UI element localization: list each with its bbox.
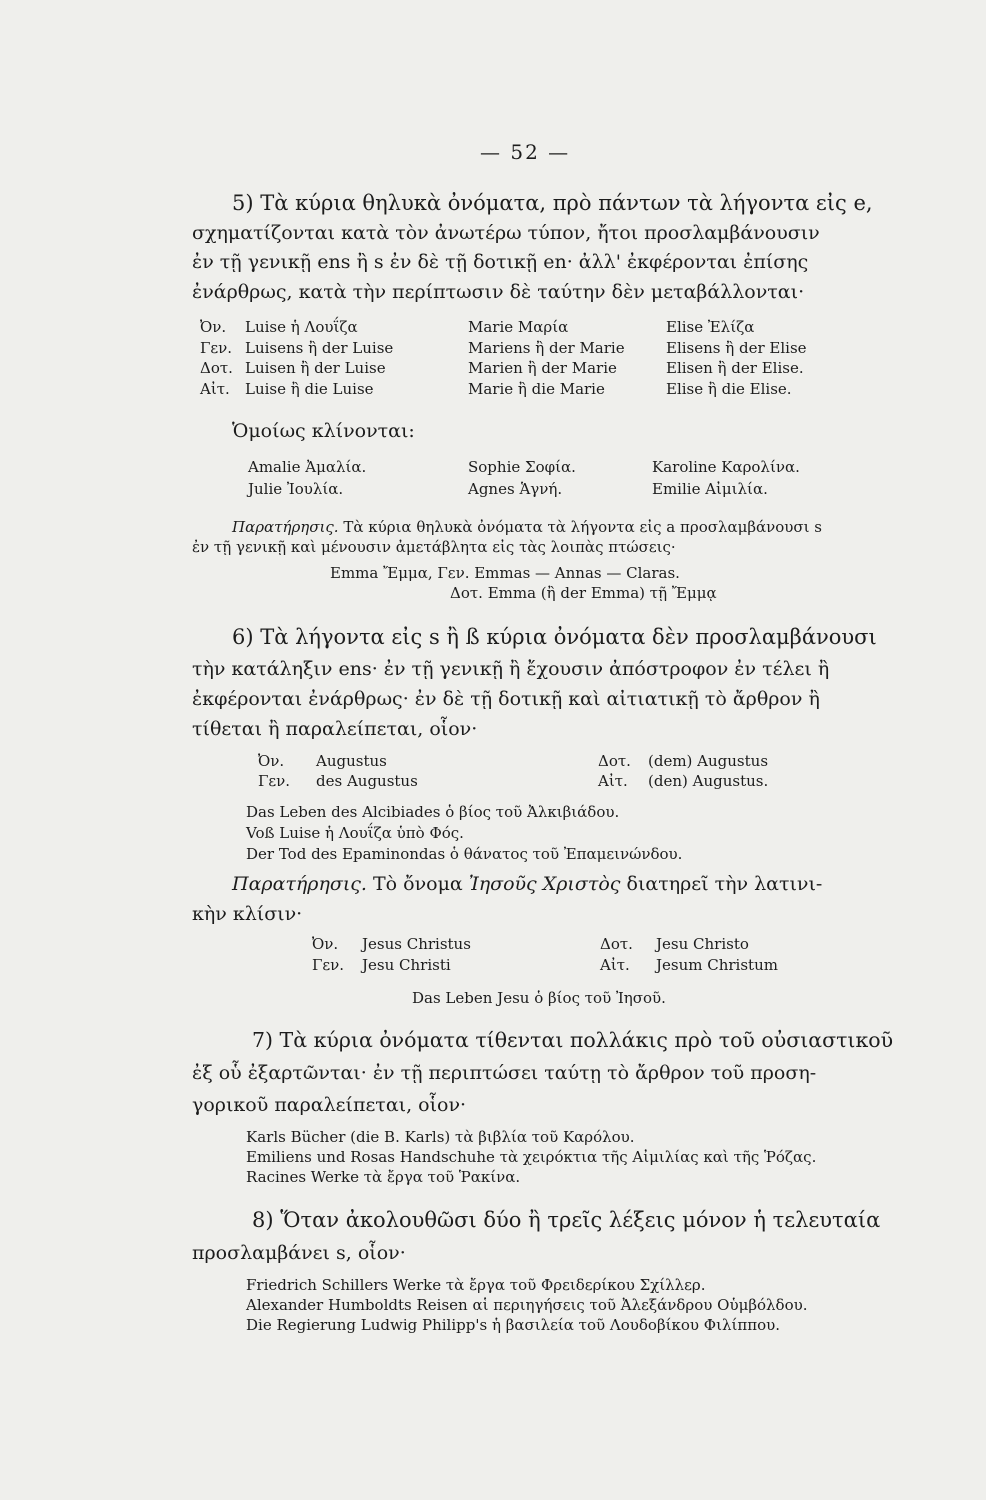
name-julie: Julie Ἰουλία. [248, 480, 344, 498]
decl-label-dat: Δοτ. [200, 359, 233, 377]
decl-luise-acc: Luise ἢ die Luise [245, 380, 374, 398]
s6-line-4: τίθεται ἢ παραλείπεται, οἷον· [192, 718, 478, 740]
remark-label-6: Παρατήρησις. [232, 873, 367, 895]
jesus-label-acc: Αἰτ. [600, 956, 630, 974]
decl-elise-dat: Elisen ἢ der Elise. [666, 359, 804, 377]
aug-gen: des Augustus [316, 772, 418, 790]
decl-label-acc: Αἰτ. [200, 380, 230, 398]
aug-acc: (den) Augustus. [648, 772, 769, 790]
remark-6-text-a: Τὸ ὄνομα [373, 873, 463, 895]
aug-nom: Augustus [316, 752, 387, 770]
emma-line-1: Emma Ἔμμα, Γεν. Emmas — Annas — Claras. [330, 564, 680, 582]
remark-6-line-2: κὴν κλίσιν· [192, 903, 303, 925]
similarly-heading: Ὁμοίως κλίνονται: [232, 420, 415, 442]
s7-line-2: ἐξ οὗ ἐξαρτῶνται· ἐν τῇ περιπτώσει ταύτῃ τὸ ἄρθρον τοῦ προση- [192, 1062, 817, 1084]
decl-luise-dat: Luisen ἢ der Luise [245, 359, 386, 377]
remark-6-name: Ἰησοῦς Χριστὸς [468, 873, 621, 895]
name-amalie: Amalie Ἀμαλία. [248, 458, 367, 476]
emma-line-2: Δοτ. Emma (ἢ der Emma) τῇ Ἔμμᾳ [450, 584, 717, 602]
jesus-example: Das Leben Jesu ὁ βίος τοῦ Ἰησοῦ. [412, 989, 666, 1007]
decl-elise-nom: Elise Ἐλίζα [666, 318, 755, 336]
remark-6-text-b: διατηρεῖ τὴν λατινι- [626, 873, 823, 895]
name-emilie: Emilie Αἰμιλία. [652, 480, 768, 498]
aug-label-dat: Δοτ. [598, 752, 631, 770]
remark-5-line-1: Τὰ κύρια θηλυκὰ ὀνόματα τὰ λήγοντα εἰς a προσλαμβάνουσι s [343, 518, 823, 536]
jesus-acc: Jesum Christum [656, 956, 778, 974]
decl-marie-dat: Marien ἢ der Marie [468, 359, 617, 377]
s5-line-1: 5) Τὰ κύρια θηλυκὰ ὀνόματα, πρὸ πάντων τὰ λήγοντα εἰς e, [232, 191, 873, 215]
aug-dat: (dem) Augustus [648, 752, 769, 770]
remark-label-5: Παρατήρησις. [232, 518, 339, 536]
name-karoline: Karoline Καρολίνα. [652, 458, 800, 476]
jesus-label-dat: Δοτ. [600, 935, 633, 953]
page-number: — 52 — [480, 140, 571, 164]
s7-line-1: 7) Τὰ κύρια ὀνόματα τίθενται πολλάκις πρὸ τοῦ οὐσιαστικοῦ [252, 1028, 894, 1052]
decl-label-nom: Ὀν. [200, 318, 227, 336]
decl-marie-acc: Marie ἢ die Marie [468, 380, 605, 398]
decl-elise-acc: Elise ἢ die Elise. [666, 380, 792, 398]
decl-marie-nom: Marie Μαρία [468, 318, 569, 336]
example-voss: Voß Luise ἡ Λουΐζα ὑπὸ Φός. [246, 824, 464, 842]
name-sophie: Sophie Σοφία. [468, 458, 576, 476]
aug-label-gen: Γεν. [258, 772, 291, 790]
example-emiliens: Emiliens und Rosas Handschuhe τὰ χειρόκτια τῆς Αἰμιλίας καὶ τῆς Ῥόζας. [246, 1148, 817, 1166]
decl-marie-gen: Mariens ἢ der Marie [468, 339, 625, 357]
jesus-label-nom: Ὀν. [312, 935, 339, 953]
example-humboldt: Alexander Humboldts Reisen αἱ περιηγήσεις τοῦ Ἀλεξάνδρου Οὑμβόλδου. [246, 1296, 808, 1314]
s5-line-3: ἐν τῇ γενικῇ ens ἢ s ἐν δὲ τῇ δοτικῇ en· ἀλλ' ἐκφέρονται ἐπίσης [192, 251, 809, 273]
s6-line-1: 6) Τὰ λήγοντα εἰς s ἢ ß κύρια ὀνόματα δὲν προσλαμβάνουσι [232, 625, 877, 649]
jesus-label-gen: Γεν. [312, 956, 345, 974]
jesus-gen: Jesu Christi [362, 956, 451, 974]
example-karls: Karls Bücher (die B. Karls) τὰ βιβλία τοῦ Καρόλου. [246, 1128, 635, 1146]
example-schiller: Friedrich Schillers Werke τὰ ἔργα τοῦ Φρειδερίκου Σχίλλερ. [246, 1276, 706, 1294]
decl-elise-gen: Elisens ἢ der Elise [666, 339, 807, 357]
decl-luise-gen: Luisens ἢ der Luise [245, 339, 394, 357]
s5-line-2: σχηματίζονται κατὰ τὸν ἀνωτέρω τύπον, ἤτοι προσλαμβάνουσιν [192, 222, 820, 244]
example-alcibiades: Das Leben des Alcibiades ὁ βίος τοῦ Ἀλκιβιάδου. [246, 803, 620, 821]
example-ludwig: Die Regierung Ludwig Philipp's ἡ βασιλεία τοῦ Λουδοβίκου Φιλίππου. [246, 1316, 780, 1334]
s8-line-2: προσλαμβάνει s, οἷον· [192, 1242, 406, 1264]
s6-line-2: τὴν κατάληξιν ens· ἐν τῇ γενικῇ ἢ ἔχουσιν ἀπόστροφον ἐν τέλει ἢ [192, 658, 830, 680]
aug-label-acc: Αἰτ. [598, 772, 628, 790]
decl-luise-nom: Luise ἡ Λουΐζα [245, 318, 358, 336]
s5-line-4: ἐνάρθρως, κατὰ τὴν περίπτωσιν δὲ ταύτην δὲν μεταβάλλονται· [192, 281, 805, 303]
remark-5-line-2: ἐν τῇ γενικῇ καὶ μένουσιν ἀμετάβλητα εἰς τὰς λοιπὰς πτώσεις· [192, 538, 676, 556]
aug-label-nom: Ὀν. [258, 752, 285, 770]
s8-line-1: 8) Ὅταν ἀκολουθῶσι δύο ἢ τρεῖς λέξεις μόνον ἡ τελευταία [252, 1208, 881, 1232]
s7-line-3: γορικοῦ παραλείπεται, οἷον· [192, 1094, 467, 1116]
example-epaminondas: Der Tod des Epaminondas ὁ θάνατος τοῦ Ἐπαμεινώνδου. [246, 845, 683, 863]
decl-label-gen: Γεν. [200, 339, 233, 357]
jesus-dat: Jesu Christo [656, 935, 749, 953]
name-agnes: Agnes Ἁγνή. [468, 480, 563, 498]
jesus-nom: Jesus Christus [362, 935, 471, 953]
example-racines: Racines Werke τὰ ἔργα τοῦ Ῥακίνα. [246, 1168, 521, 1186]
s6-line-3: ἐκφέρονται ἐνάρθρως· ἐν δὲ τῇ δοτικῇ καὶ αἰτιατικῇ τὸ ἄρθρον ἢ [192, 688, 820, 710]
